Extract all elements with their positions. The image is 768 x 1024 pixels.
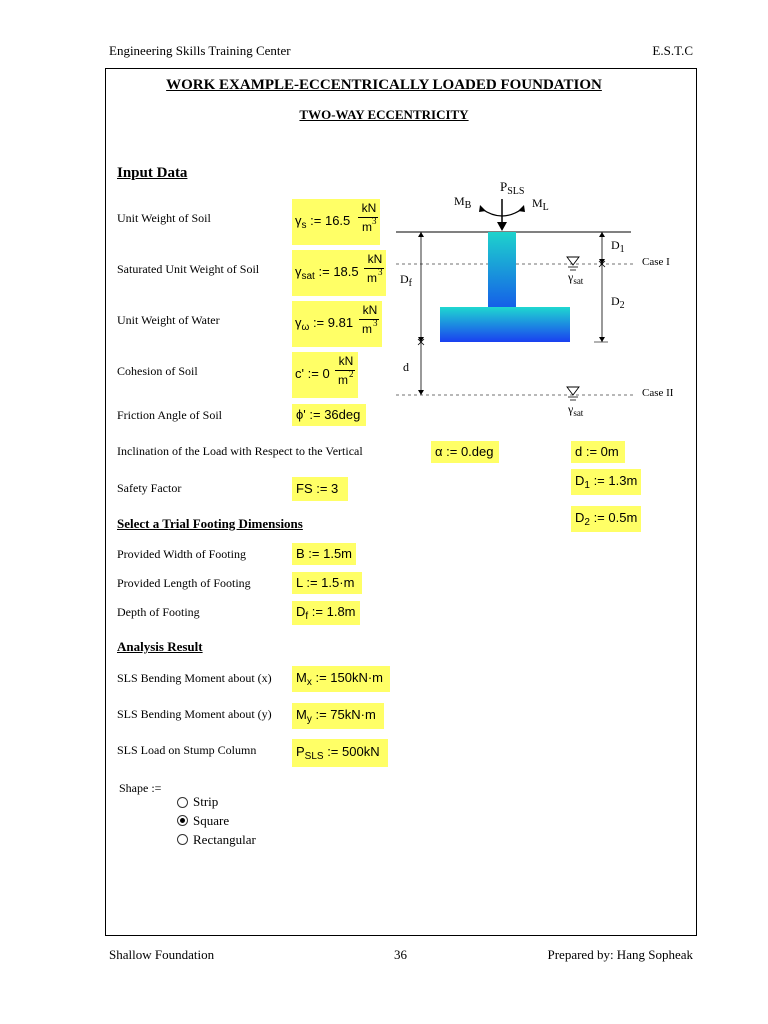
- sat-weight-label: Saturated Unit Weight of Soil: [117, 262, 260, 276]
- inclination-label: Inclination of the Load with Respect to the Vertical: [117, 444, 363, 458]
- shape-radio-rectangular[interactable]: [177, 834, 188, 845]
- foundation-diagram: [380, 175, 690, 425]
- my-label: SLS Bending Moment about (y): [117, 707, 272, 721]
- unit-weight-expr[interactable]: $\gamma_s$ := 16.5 kN m 3: [292, 199, 380, 245]
- cohesion-den: m: [338, 373, 348, 387]
- moment-arrowhead-right: [518, 205, 525, 212]
- gamma-sat-label-1: $\gamma_{sat}$: [568, 270, 584, 286]
- psls-expr[interactable]: $P_{SLS}$ := 500kN: [292, 739, 388, 767]
- water-weight-label: Unit Weight of Water: [117, 313, 220, 327]
- safety-expr[interactable]: FS := 3: [292, 477, 348, 501]
- shape-label: Shape :=: [119, 781, 162, 795]
- case1-label: Case I: [642, 256, 670, 268]
- sat-weight-expr[interactable]: $\gamma_{sat}$ := 18.5 kN m 3: [292, 250, 386, 296]
- header-right: E.S.T.C: [652, 43, 693, 58]
- depth-expr[interactable]: $D_f$ := 1.8m: [292, 601, 360, 625]
- shape-option-strip[interactable]: Strip: [193, 794, 219, 809]
- psls-label: SLS Load on Stump Column: [117, 743, 257, 757]
- safety-label: Safety Factor: [117, 481, 182, 495]
- mb-diagram-label: $M_B$: [454, 194, 472, 211]
- case2-label: Case II: [642, 387, 674, 399]
- gamma-sat-label-2: $\gamma_{sat}$: [568, 402, 584, 418]
- shape-option-square[interactable]: Square: [193, 813, 230, 828]
- unit-weight-label: Unit Weight of Soil: [117, 211, 211, 225]
- sat-weight-den: m: [367, 271, 377, 285]
- d1-diagram-label: $D_1$: [611, 238, 625, 255]
- inclination-expr[interactable]: α := 0.deg: [431, 441, 499, 463]
- water-table-symbol-2: [567, 387, 579, 395]
- header-left: Engineering Skills Training Center: [109, 43, 291, 58]
- cohesion-label: Cohesion of Soil: [117, 364, 198, 378]
- page-title: WORK EXAMPLE-ECCENTRICALLY LOADED FOUNDATION: [166, 77, 602, 93]
- water-weight-den: m: [362, 322, 372, 336]
- d1-expr[interactable]: $D_1$ := 1.3m: [571, 469, 641, 495]
- d2-expr[interactable]: $D_2$ := 0.5m: [571, 506, 641, 532]
- friction-label: Friction Angle of Soil: [117, 408, 222, 422]
- friction-expr[interactable]: ϕ' := 36deg: [292, 404, 366, 426]
- width-expr[interactable]: B := 1.5m: [292, 543, 356, 565]
- moment-arrowhead-left: [479, 205, 486, 212]
- water-weight-num: kN: [362, 303, 378, 317]
- input-data-heading: Input Data: [117, 165, 188, 181]
- footer-right: Prepared by: Hang Sopheak: [547, 947, 693, 962]
- footing: [440, 307, 570, 342]
- df-diagram-label: $D_f$: [400, 272, 413, 289]
- stump-column: [488, 232, 516, 307]
- water-weight-expr[interactable]: $\gamma_\omega$ := 9.81 kN m 3: [292, 301, 382, 347]
- unit-weight-den: m: [362, 220, 372, 234]
- radio-selected-dot: [180, 818, 185, 823]
- d-diagram-label: d: [403, 360, 409, 374]
- width-label: Provided Width of Footing: [117, 547, 246, 561]
- shape-radio-strip[interactable]: [177, 797, 188, 808]
- ml-diagram-label: $M_L$: [532, 196, 549, 213]
- my-expr[interactable]: $M_y$ := 75kN·m: [292, 703, 384, 729]
- cohesion-num: kN: [338, 354, 354, 368]
- psls-diagram-label: $P_{SLS}$: [500, 179, 525, 197]
- footer-left: Shallow Foundation: [109, 947, 215, 962]
- load-arrowhead: [497, 222, 507, 231]
- mx-label: SLS Bending Moment about (x): [117, 671, 272, 685]
- analysis-heading: Analysis Result: [117, 639, 203, 654]
- length-label: Provided Length of Footing: [117, 576, 251, 590]
- mx-expr[interactable]: $M_x$ := 150kN·m: [292, 666, 390, 692]
- trial-heading: Select a Trial Footing Dimensions: [117, 516, 303, 531]
- d2-diagram-label: $D_2$: [611, 294, 625, 311]
- unit-weight-num: kN: [361, 201, 377, 215]
- unit-weight-sym: γ: [295, 213, 302, 228]
- page-subtitle: TWO-WAY ECCENTRICITY: [299, 107, 469, 122]
- length-expr[interactable]: L := 1.5·m: [292, 572, 362, 594]
- sat-weight-num: kN: [367, 252, 383, 266]
- shape-option-rectangular[interactable]: Rectangular: [193, 832, 256, 847]
- cohesion-expr[interactable]: c' := 0 kN m 2: [292, 352, 358, 398]
- shape-radio-square[interactable]: [177, 815, 188, 826]
- d-value-expr[interactable]: d := 0m: [571, 441, 625, 463]
- depth-label: Depth of Footing: [117, 605, 200, 619]
- page-number: 36: [394, 947, 407, 962]
